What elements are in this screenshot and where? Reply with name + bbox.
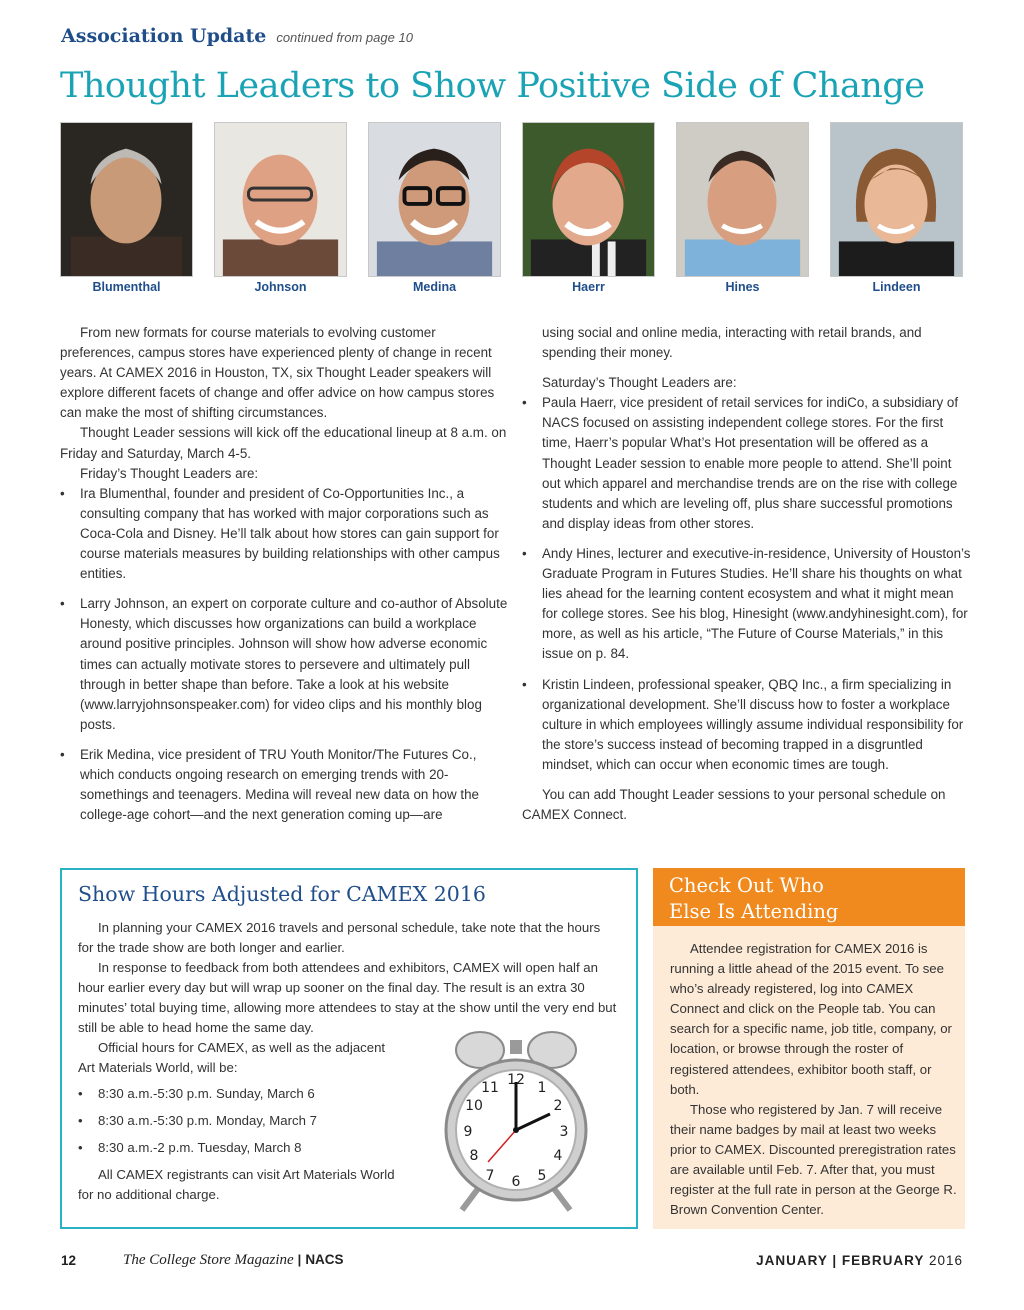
speaker-bullet-lindeen: • Kristin Lindeen, professional speaker, QBQ Inc., a firm specializing in organizational development. She’ll discuss how to foster a workplace culture in which employees willingly assume individual responsibility for the store’s success instead of becoming trapped in a disgruntled mindset, which can occur when economic times are tough.	[522, 675, 972, 775]
svg-text:5: 5	[537, 1168, 547, 1184]
attendees-box-title	[669, 873, 838, 925]
friday-heading: Friday’s Thought Leaders are:	[80, 465, 259, 481]
photo-caption: Lindeen	[872, 280, 921, 294]
article-continuation: using social and online media, interacting with retail brands, and spending their money.	[542, 325, 922, 361]
svg-text:12: 12	[507, 1072, 525, 1088]
attendees-title-line: Check Out Who	[669, 874, 824, 897]
svg-text:1: 1	[537, 1080, 547, 1096]
portrait-photo-medina	[368, 122, 501, 277]
attendees-paragraph: Those who registered by Jan. 7 will receive their name badges by mail at least two weeks prior to CAMEX. Discounted preregistration rates are available until Feb. 7. After that, you must register at the full rate in person at the George R. Brown Convention Center.	[670, 1101, 957, 1218]
section-title: Association Update	[61, 25, 267, 47]
page-footer	[61, 1253, 963, 1271]
speaker-bullet-johnson: • Larry Johnson, an expert on corporate culture and co-author of Absolute Honesty, which discusses how organizations can build a workplace around positive principles. Johnson will show how adverse economic times can actually motivate stores to persevere and ultimately pull through in better shape than before. Take a look at his website (www.larryjohnsonspeaker.com) for video clips and his monthly blog posts.	[60, 594, 510, 735]
magazine-title	[123, 1252, 344, 1269]
footer-separator: |	[297, 1252, 302, 1267]
issue-months: JANUARY | FEBRUARY	[756, 1253, 925, 1268]
hours-paragraph-line: Art Materials World, will be:	[78, 1060, 238, 1075]
hours-paragraph-line: Official hours for CAMEX, as well as the adjacent	[98, 1040, 386, 1055]
portrait-photo-blumenthal	[60, 122, 193, 277]
section-header	[61, 25, 413, 47]
article-intro: From new formats for course materials to evolving customer preferences, campus stores have experienced plenty of change in recent years. At CAMEX 2016 in Houston, TX, six Thought Leader speakers will explore different facets of change and offer advice on how campus stores can make the most of shifting circumstances.	[60, 325, 495, 421]
hours-paragraph: In response to feedback from both attendees and exhibitors, CAMEX will open half an hour earlier every day but will wrap up sooner on the final day. The result is an extra 30 minutes’ total buying time, allowing more attendees to stay at the show until the very end but still be able to head home the same day.	[78, 960, 617, 1035]
svg-text:11: 11	[481, 1080, 499, 1096]
hours-paragraph: In planning your CAMEX 2016 travels and personal schedule, take note that the hours for the trade show are both longer and earlier.	[78, 920, 601, 955]
magazine-name: The College Store Magazine	[123, 1252, 294, 1268]
photo-caption: Blumenthal	[92, 280, 161, 294]
issue-date	[756, 1253, 963, 1268]
svg-text:6: 6	[511, 1174, 521, 1190]
attendees-box-header	[653, 868, 965, 926]
attendees-box-body	[670, 939, 960, 1220]
page-number: 12	[61, 1253, 77, 1268]
hours-paragraph-line: All CAMEX registrants can visit Art Materials World	[98, 1167, 395, 1182]
svg-text:2: 2	[553, 1098, 563, 1114]
attendees-box	[653, 868, 965, 1229]
svg-text:10: 10	[465, 1098, 483, 1114]
show-hours-title: Show Hours Adjusted for CAMEX 2016	[78, 882, 486, 906]
article-closing: You can add Thought Leader sessions to your personal schedule on CAMEX Connect.	[522, 786, 946, 823]
photo-caption: Haerr	[572, 280, 605, 294]
svg-text:4: 4	[553, 1148, 563, 1164]
org-name: NACS	[305, 1252, 344, 1267]
portrait-photo-lindeen	[830, 122, 963, 277]
photo-caption: Medina	[412, 280, 457, 294]
article-column-left	[60, 323, 510, 825]
alarm-clock-icon	[440, 1026, 590, 1212]
portrait-photo-haerr	[522, 122, 655, 277]
speaker-bullet-haerr: • Paula Haerr, vice president of retail services for indiCo, a subsidiary of NACS focused on assisting independent college stores. For the first time, Haerr’s popular What’s Hot presentation will be offered as a Thought Leader session to enable more people to attend. She’ll point out which apparel and merchandise trends are on the rise with college students and which are leveling off, plus share successful promotions and display ideas from other stores.	[522, 393, 972, 534]
svg-text:7: 7	[485, 1168, 495, 1184]
svg-text:3: 3	[559, 1124, 569, 1140]
photo-caption: Johnson	[254, 280, 307, 294]
hours-item: • 8:30 a.m.-2 p.m. Tuesday, March 8	[78, 1138, 618, 1158]
article-column-right	[522, 323, 972, 825]
article-kickoff: Thought Leader sessions will kick off the educational lineup at 8 a.m. on Friday and Saturday, March 4-5.	[60, 425, 507, 461]
speaker-bullet-medina: • Erik Medina, vice president of TRU Youth Monitor/The Futures Co., which conducts ongoing research on emerging trends with 20-somethings and teenagers. Medina will reveal new data on how the college-age cohort—and the next generation coming up—are	[60, 745, 510, 825]
portrait-photo-johnson	[214, 122, 347, 277]
speaker-bullet-blumenthal: • Ira Blumenthal, founder and president of Co-Opportunities Inc., a consulting company that has worked with major corporations such as Coca-Cola and Disney. He’ll talk about how stores can gain support for course materials measures by building relationships with other campus entities.	[60, 484, 510, 584]
hours-paragraph-line: for no additional charge.	[78, 1187, 220, 1202]
continued-note: continued from page 10	[276, 30, 413, 45]
photo-caption: Hines	[725, 280, 760, 294]
svg-text:9: 9	[463, 1124, 473, 1140]
svg-text:8: 8	[469, 1148, 479, 1164]
portrait-photo-hines	[676, 122, 809, 277]
hours-item: • 8:30 a.m.-5:30 p.m. Monday, March 7	[78, 1111, 618, 1131]
speaker-bullet-hines: • Andy Hines, lecturer and executive-in-residence, University of Houston’s Graduate Program in Futures Studies. He’ll share his thoughts on what lies ahead for the learning content ecosystem and what it might mean for college stores. See his blog, Hinesight (www.andyhinesight.com), for more, as well as his article, “The Future of Course Materials,” in this issue on p. 84.	[522, 544, 972, 665]
attendees-title-line: Else Is Attending	[669, 900, 839, 923]
article-headline: Thought Leaders to Show Positive Side of Change	[60, 66, 925, 106]
saturday-heading: Saturday’s Thought Leaders are:	[542, 375, 737, 391]
attendees-paragraph: Attendee registration for CAMEX 2016 is running a little ahead of the 2015 event. To see who’s already registered, log into CAMEX Connect and click on the People tab. You can search for a specific name, job title, company, or location, or browse through the roster of registered attendees, exhibitor booth staff, or both.	[670, 941, 952, 1097]
issue-year: 2016	[928, 1253, 963, 1268]
hours-item: • 8:30 a.m.-5:30 p.m. Sunday, March 6	[78, 1084, 618, 1104]
